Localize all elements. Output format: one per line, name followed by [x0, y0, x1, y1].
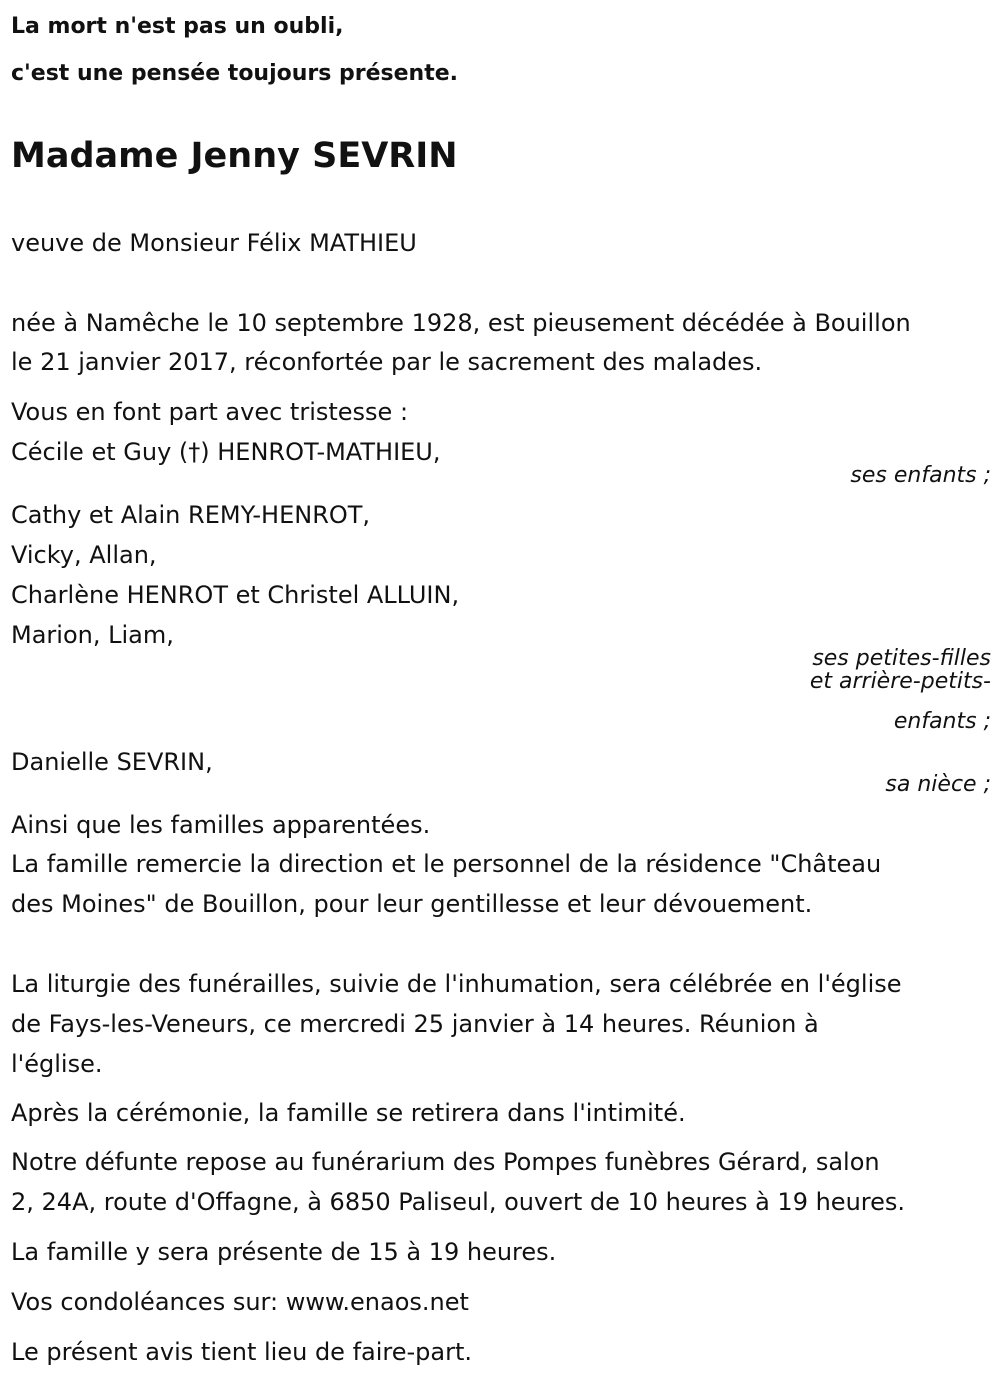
- funerarium-line-2: 2, 24A, route d'Offagne, à 6850 Paliseul, ouvert de 10 heures à 19 heures.: [11, 1188, 906, 1216]
- grandchildren-relation-2: et arrière-petits-: [809, 669, 991, 694]
- children-names: Cécile et Guy (†) HENROT-MATHIEU,: [11, 438, 441, 466]
- liturgy-line-3: l'église.: [11, 1050, 103, 1078]
- birth-death-line-1: née à Namêche le 10 septembre 1928, est pieusement décédée à Bouillon: [11, 309, 911, 337]
- birth-death-line-2: le 21 janvier 2017, réconfortée par le sacrement des malades.: [11, 348, 763, 376]
- grandchildren-name-4: Marion, Liam,: [11, 621, 174, 649]
- related-families: Ainsi que les familles apparentées.: [11, 811, 431, 839]
- liturgy-line-1: La liturgie des funérailles, suivie de l'inhumation, sera célébrée en l'église: [11, 970, 902, 998]
- funerarium-line-1: Notre défunte repose au funérarium des Pompes funèbres Gérard, salon: [11, 1148, 880, 1176]
- liturgy-line-2: de Fays-les-Veneurs, ce mercredi 25 janvier à 14 heures. Réunion à: [11, 1010, 819, 1038]
- notice-line: Le présent avis tient lieu de faire-part.: [11, 1338, 473, 1366]
- grandchildren-relation-1: ses petites-filles: [812, 646, 991, 671]
- children-relation: ses enfants ;: [850, 463, 991, 488]
- grandchildren-name-1: Cathy et Alain REMY-HENROT,: [11, 501, 371, 529]
- epigraph-line-2: c'est une pensée toujours présente.: [11, 61, 459, 86]
- thanks-line-1: La famille remercie la direction et le personnel de la résidence "Château: [11, 850, 882, 878]
- deceased-name: Madame Jenny SEVRIN: [11, 136, 458, 176]
- thanks-line-2: des Moines" de Bouillon, pour leur gentillesse et leur dévouement.: [11, 890, 813, 918]
- niece-relation: sa nièce ;: [885, 772, 991, 797]
- niece-name: Danielle SEVRIN,: [11, 748, 213, 776]
- epigraph-line-1: La mort n'est pas un oubli,: [11, 14, 344, 39]
- grandchildren-relation-3: enfants ;: [893, 709, 991, 734]
- condolences-line: Vos condoléances sur: www.enaos.net: [11, 1288, 469, 1316]
- after-ceremony: Après la cérémonie, la famille se retirera dans l'intimité.: [11, 1099, 686, 1127]
- announce-intro: Vous en font part avec tristesse :: [11, 398, 409, 426]
- grandchildren-name-2: Vicky, Allan,: [11, 541, 157, 569]
- family-presence: La famille y sera présente de 15 à 19 heures.: [11, 1238, 557, 1266]
- grandchildren-name-3: Charlène HENROT et Christel ALLUIN,: [11, 581, 460, 609]
- spouse-line: veuve de Monsieur Félix MATHIEU: [11, 229, 417, 257]
